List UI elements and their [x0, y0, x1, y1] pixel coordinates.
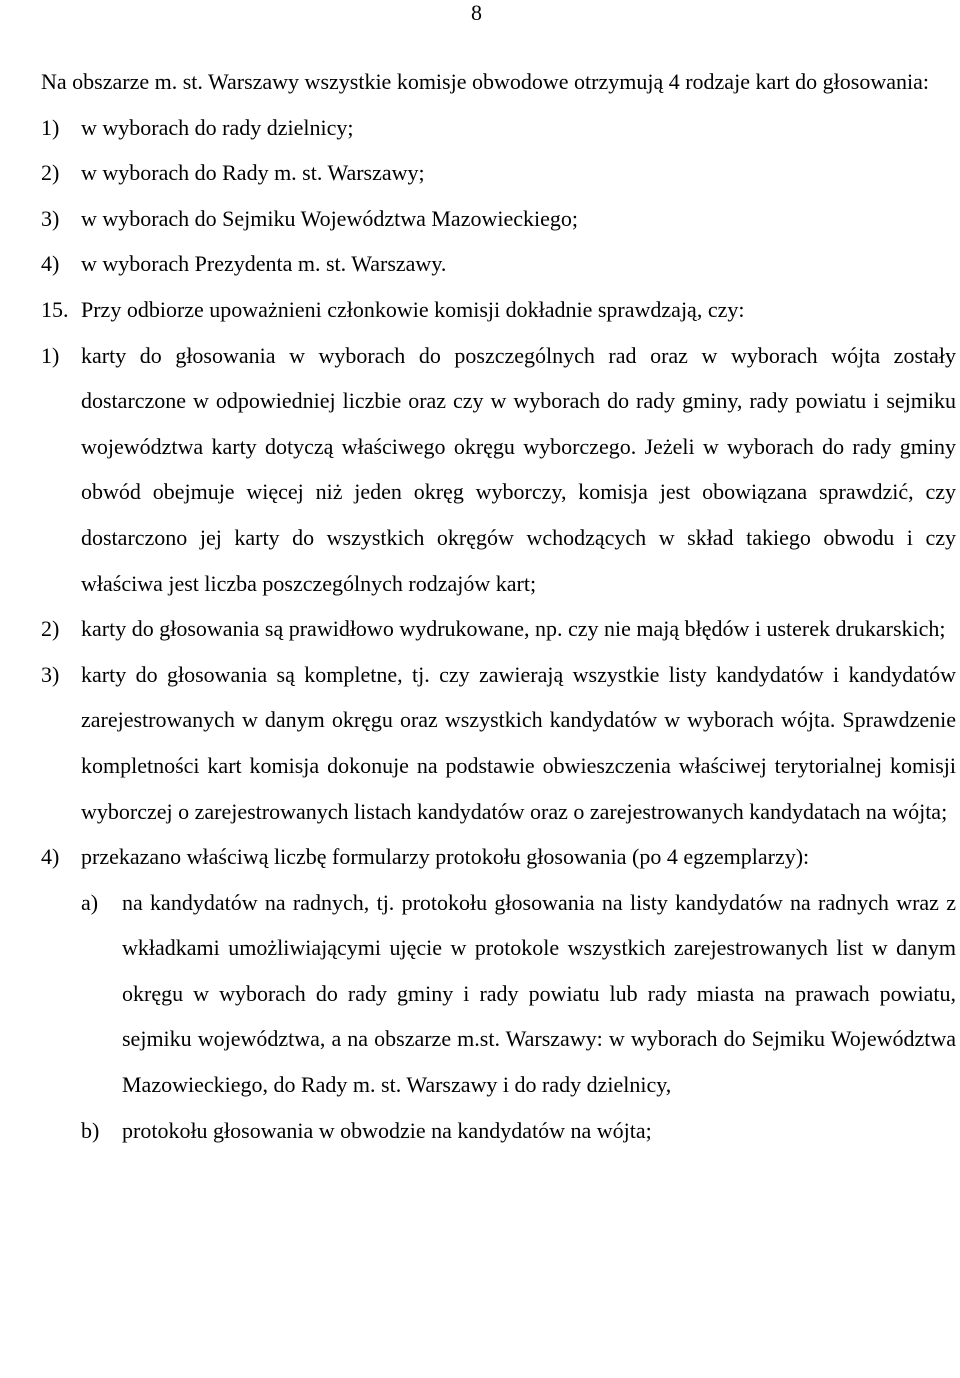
- section-number: 15.: [41, 296, 69, 322]
- list-item-number: 4): [41, 251, 60, 277]
- section-subitem: [81, 1108, 956, 1154]
- subitem-letter: b): [81, 1117, 100, 1143]
- list-item-number: 1): [41, 114, 60, 140]
- section-text: Przy odbiorze upoważnieni członkowie komisji dokładnie sprawdzają, czy:: [81, 296, 745, 322]
- list-item-text: w wyborach Prezydenta m. st. Warszawy.: [81, 251, 447, 277]
- section-subitem: [81, 880, 956, 1108]
- section-list-item: [41, 333, 956, 607]
- subitem-text: protokołu głosowania w obwodzie na kandydatów na wójta;: [122, 1117, 652, 1143]
- intro-list-item: [41, 241, 956, 287]
- list-item-number: 2): [41, 160, 60, 186]
- intro-paragraph: Na obszarze m. st. Warszawy wszystkie komisje obwodowe otrzymują 4 rodzaje kart do głosowania:: [41, 69, 929, 94]
- list-item-number: 1): [41, 342, 60, 368]
- page-number: 8: [471, 0, 482, 25]
- list-item-text: karty do głosowania są kompletne, tj. czy zawierają wszystkie listy kandydatów i kandydatów zarejestrowanych w danym okręgu oraz wszystkich kandydatów w wyborach wójta. Sprawdzenie kompletności kart komisja dokonuje na podstawie obwieszczenia właściwej terytorialnej komisji wyborczej o zarejestrowanych listach kandydatów oraz o zarejestrowanych kandydatach na wójta;: [81, 661, 956, 824]
- section-list-item: [41, 834, 956, 880]
- list-item-number: 4): [41, 844, 60, 870]
- intro-list-item: [41, 196, 956, 242]
- list-item-number: 3): [41, 205, 60, 231]
- list-item-text: przekazano właściwą liczbę formularzy protokołu głosowania (po 4 egzemplarzy):: [81, 844, 810, 870]
- document-body: [41, 59, 956, 1153]
- intro-list-item: [41, 105, 956, 151]
- list-item-text: w wyborach do Rady m. st. Warszawy;: [81, 160, 425, 186]
- list-item-text: karty do głosowania są prawidłowo wydrukowane, np. czy nie mają błędów i usterek drukarskich;: [81, 616, 946, 642]
- subitem-text: na kandydatów na radnych, tj. protokołu głosowania na listy kandydatów na radnych wraz z wkładkami umożliwiającymi ujęcie w protokole wszystkich zarejestrowanych list w danym okręgu w wyborach do rady gminy i rady powiatu lub rady miasta na prawach powiatu, sejmiku województwa, a na obszarze m.st. Warszawy: w wyborach do Sejmiku Województwa Mazowieckiego, do Rady m. st. Warszawy i do rady dzielnicy,: [122, 889, 956, 1098]
- section-15: [41, 287, 956, 333]
- list-item-number: 3): [41, 661, 60, 687]
- section-list-item: [41, 652, 956, 834]
- list-item-number: 2): [41, 616, 60, 642]
- section-list-item: [41, 606, 956, 652]
- intro-list-item: [41, 150, 956, 196]
- subitem-letter: a): [81, 889, 99, 915]
- list-item-text: w wyborach do rady dzielnicy;: [81, 114, 354, 140]
- list-item-text: w wyborach do Sejmiku Województwa Mazowieckiego;: [81, 205, 578, 231]
- list-item-text: karty do głosowania w wyborach do poszczególnych rad oraz w wyborach wójta zostały dostarczone w odpowiedniej liczbie oraz czy w wyborach do rady gminy, rady powiatu i sejmiku województwa karty dotyczą właściwego okręgu wyborczego. Jeżeli w wyborach do rady gminy obwód obejmuje więcej niż jeden okręg wyborczy, komisja jest obowiązana sprawdzić, czy dostarczono jej karty do wszystkich okręgów wchodzących w skład takiego obwodu i czy właściwa jest liczba poszczególnych rodzajów kart;: [81, 342, 956, 596]
